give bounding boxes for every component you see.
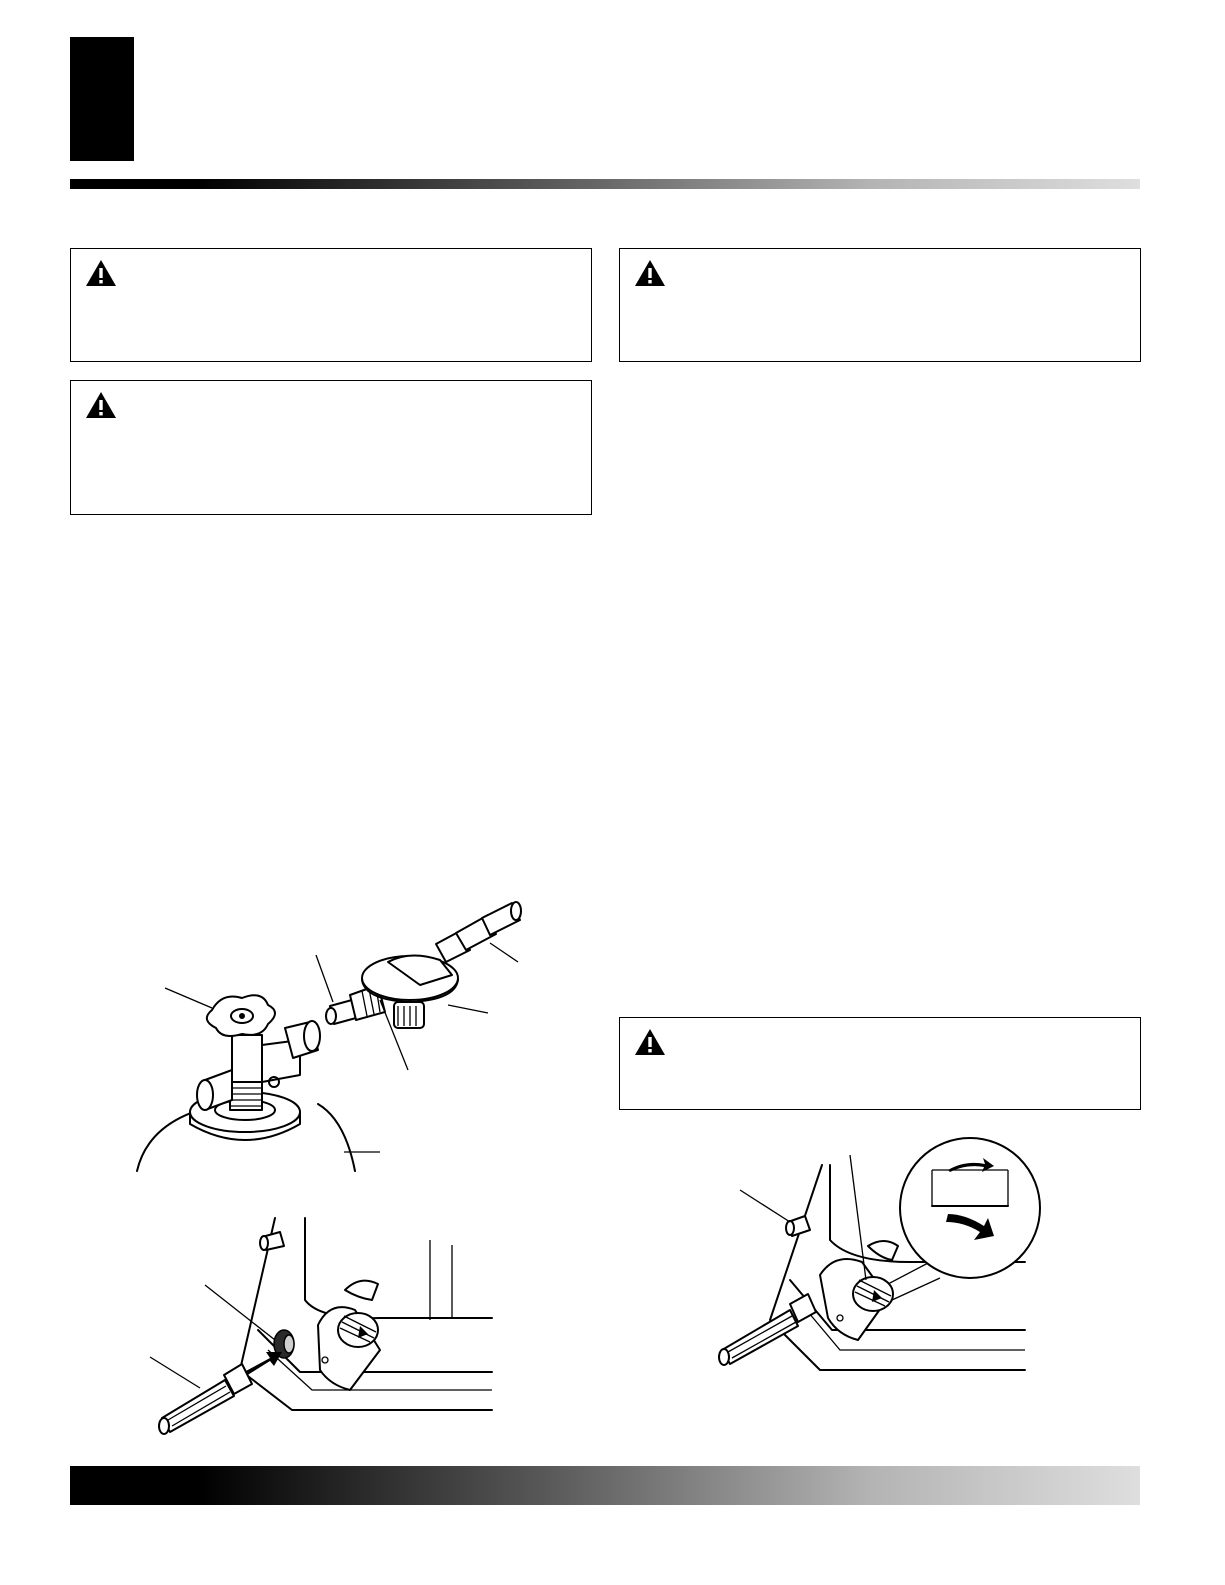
detail-magnifier [900, 1138, 1040, 1278]
warning-triangle-icon [85, 259, 117, 287]
warning-triangle-icon [85, 391, 117, 419]
footer-bar [70, 1466, 1140, 1505]
arrow-icon [244, 1352, 282, 1376]
warning-box [70, 380, 592, 515]
warning-box [619, 248, 1141, 362]
section-tab [70, 37, 134, 161]
warning-box [619, 1017, 1141, 1110]
warning-triangle-icon [634, 259, 666, 287]
hose-connection-figure [140, 1210, 500, 1440]
warning-triangle-icon [634, 1028, 666, 1056]
valve-body [232, 1035, 262, 1082]
warning-box [70, 248, 592, 362]
tank-valve-regulator-figure [130, 895, 550, 1185]
control-knob-detail-figure [715, 1140, 1050, 1405]
header-rule [70, 179, 1140, 189]
